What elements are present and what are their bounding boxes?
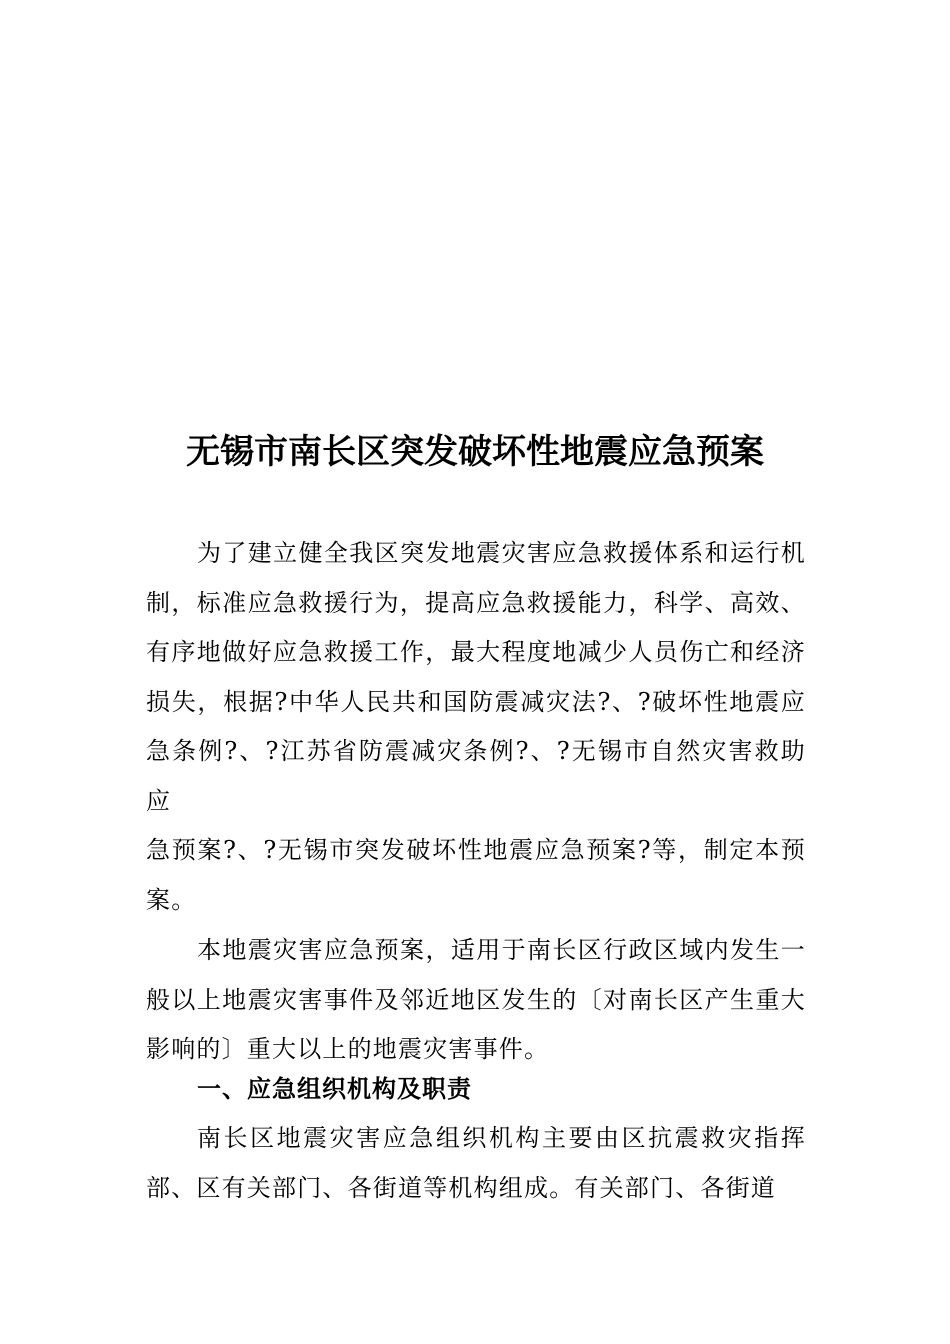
paragraph-organization: 南长区地震灾害应急组织机构主要由区抗震救灾指挥部、区有关部门、各街道等机构组成。有关部门、各街道 [146,1124,806,1202]
paragraph-purpose-continued: 急预案?、?无锡市突发破坏性地震应急预案?等，制定本预案。 [146,836,806,914]
paragraph-purpose: 为了建立健全我区突发地震灾害应急救援体系和运行机制，标准应急救援行为，提高应急救援能力，科学、高效、有序地做好应急救援工作，最大程度地减少人员伤亡和经济损失，根据?中华人民共和国防震减灾法?、?破坏性地震应急条例?、?江苏省防震减灾条例?、?无锡市自然灾害救助应 [146,539,806,815]
paragraph-scope: 本地震灾害应急预案，适用于南长区行政区域内发生一般以上地震灾害事件及邻近地区发生的〔对南长区产生重大影响的〕重大以上的地震灾害事件。 [146,936,806,1063]
section-heading-organization: 一、应急组织机构及职责 [197,1075,472,1103]
document-title: 无锡市南长区突发破坏性地震应急预案 [186,432,764,472]
